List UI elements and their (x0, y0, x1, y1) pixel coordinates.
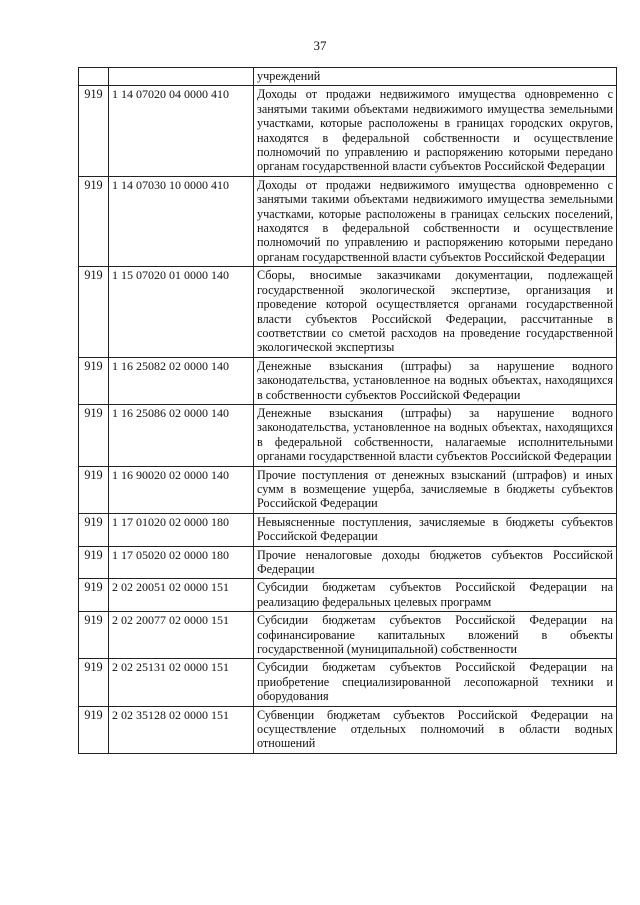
table-row (79, 404, 617, 466)
admin-code-cell: 919 (79, 579, 109, 612)
table-row (79, 706, 617, 753)
admin-code-cell: 919 (79, 612, 109, 659)
table-row (79, 267, 617, 357)
table-body (79, 68, 617, 754)
budget-code-cell: 2 02 20051 02 0000 151 (109, 579, 254, 612)
table-row (79, 546, 617, 579)
table-row (79, 579, 617, 612)
description-cell: Субвенции бюджетам субъектов Российской Федерации на осуществление отдельных полномочий в области водных отношений (254, 706, 617, 753)
admin-code-cell (79, 68, 109, 86)
description-cell: учреждений (254, 68, 617, 86)
admin-code-cell: 919 (79, 706, 109, 753)
budget-code-cell: 1 15 07020 01 0000 140 (109, 267, 254, 357)
admin-code-cell: 919 (79, 86, 109, 176)
description-cell: Денежные взыскания (штрафы) за нарушение водного законодательства, установленное на водных объектах, находящихся в собственности субъектов Российской Федерации (254, 357, 617, 404)
budget-code-cell: 1 14 07020 04 0000 410 (109, 86, 254, 176)
description-cell: Доходы от продажи недвижимого имущества одновременно с занятыми такими объектами недвижимого имущества земельными участками, которые расположены в границах сельских поселений, находятся в федеральной собственности и осуществление полномочий по управлению и распоряжению которыми передано органам государственной власти субъектов Российской Федерации (254, 176, 617, 266)
admin-code-cell: 919 (79, 267, 109, 357)
budget-code-cell: 1 17 01020 02 0000 180 (109, 513, 254, 546)
page-number: 37 (313, 38, 327, 53)
admin-code-cell: 919 (79, 466, 109, 513)
budget-code-cell (109, 68, 254, 86)
description-cell: Субсидии бюджетам субъектов Российской Федерации на приобретение специализированной лесопожарной техники и оборудования (254, 659, 617, 706)
description-cell: Доходы от продажи недвижимого имущества одновременно с занятыми такими объектами недвижимого имущества земельными участками, которые расположены в границах городских округов, находятся в федеральной собственности и осуществление полномочий по управлению и распоряжению которыми передано органам государственной власти субъектов Российской Федерации (254, 86, 617, 176)
description-cell: Субсидии бюджетам субъектов Российской Федерации на реализацию федеральных целевых программ (254, 579, 617, 612)
table-row (79, 176, 617, 266)
admin-code-cell: 919 (79, 546, 109, 579)
description-cell: Сборы, вносимые заказчиками документации, подлежащей государственной экологической экспертизе, организация и проведение которой осуществляется органами государственной власти субъектов Российской Федерации, рассчитанные в соответствии со сметой расходов на проведение государственной экологической экспертизы (254, 267, 617, 357)
table-row (79, 513, 617, 546)
budget-code-cell: 1 16 90020 02 0000 140 (109, 466, 254, 513)
budget-code-cell: 1 14 07030 10 0000 410 (109, 176, 254, 266)
admin-code-cell: 919 (79, 176, 109, 266)
table-row (79, 68, 617, 86)
budget-code-cell: 1 16 25082 02 0000 140 (109, 357, 254, 404)
admin-code-cell: 919 (79, 357, 109, 404)
table-row (79, 659, 617, 706)
description-cell: Невыясненные поступления, зачисляемые в бюджеты субъектов Российской Федерации (254, 513, 617, 546)
budget-code-cell: 2 02 35128 02 0000 151 (109, 706, 254, 753)
description-cell: Прочие неналоговые доходы бюджетов субъектов Российской Федерации (254, 546, 617, 579)
table-row (79, 357, 617, 404)
budget-code-cell: 1 16 25086 02 0000 140 (109, 404, 254, 466)
table-row (79, 86, 617, 176)
table-row (79, 612, 617, 659)
admin-code-cell: 919 (79, 659, 109, 706)
table-row (79, 466, 617, 513)
revenue-codes-table (78, 67, 617, 754)
budget-code-cell: 2 02 25131 02 0000 151 (109, 659, 254, 706)
admin-code-cell: 919 (79, 404, 109, 466)
description-cell: Прочие поступления от денежных взысканий (штрафов) и иных сумм в возмещение ущерба, зачисляемые в бюджеты субъектов Российской Федерации (254, 466, 617, 513)
admin-code-cell: 919 (79, 513, 109, 546)
budget-code-cell: 1 17 05020 02 0000 180 (109, 546, 254, 579)
budget-code-cell: 2 02 20077 02 0000 151 (109, 612, 254, 659)
description-cell: Денежные взыскания (штрафы) за нарушение водного законодательства, установленное на водных объектах, находящихся в федеральной собственности, налагаемые исполнительными органами государственной власти субъектов Российской Федерации (254, 404, 617, 466)
description-cell: Субсидии бюджетам субъектов Российской Федерации на софинансирование капитальных вложений в объекты государственной (муниципальной) собственности (254, 612, 617, 659)
